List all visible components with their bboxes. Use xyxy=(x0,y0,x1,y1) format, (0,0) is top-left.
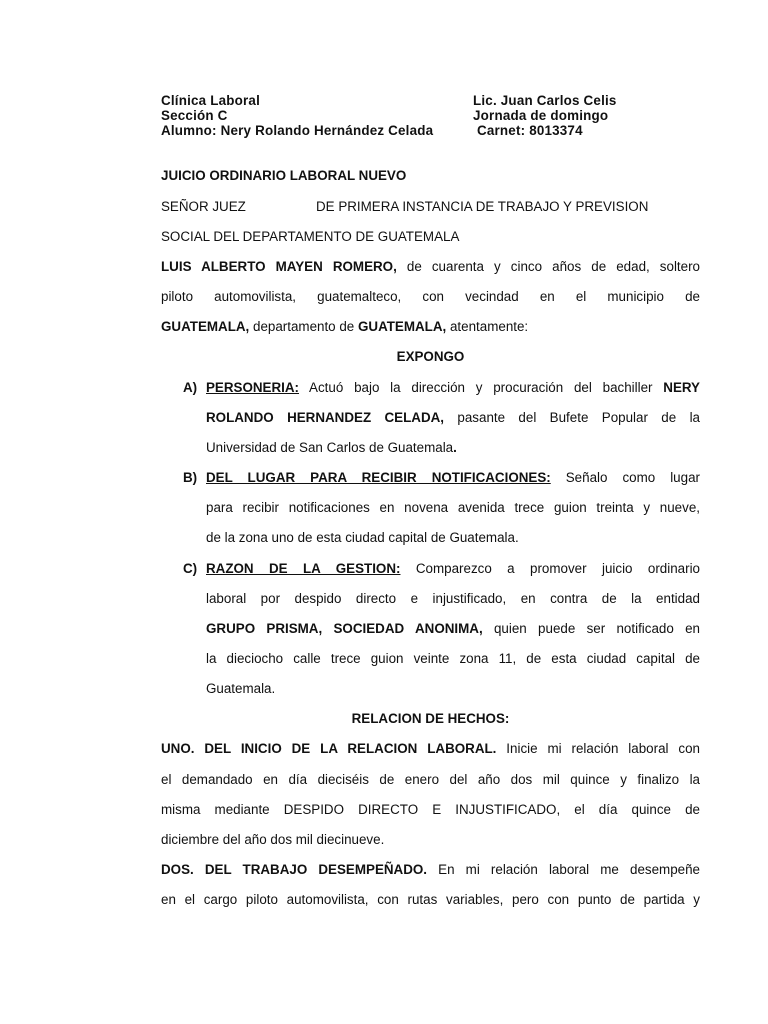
relacion-heading: RELACION DE HECHOS: xyxy=(351,711,510,726)
intro-line-2: piloto automovilista, guatemalteco, con vecindad en el municipio de xyxy=(161,289,700,304)
item-a-text-1: Actuó bajo la dirección y procuración del bachiller xyxy=(299,380,664,395)
dos-heading: DOS. DEL TRABAJO DESEMPEÑADO. xyxy=(161,862,428,877)
document-title: JUICIO ORDINARIO LABORAL NUEVO xyxy=(161,168,407,183)
item-a-bold-2: ROLANDO HERNANDEZ CELADA, xyxy=(206,410,445,425)
plaintiff-name: LUIS ALBERTO MAYEN ROMERO, xyxy=(161,259,397,274)
header-line-3 xyxy=(161,123,641,139)
item-b-marker: B) xyxy=(183,470,198,485)
dos-line-2: en el cargo piloto automovilista, con rutas variables, pero con punto de partida y xyxy=(161,892,700,907)
item-b-text-1: Señalo como lugar xyxy=(550,470,700,485)
item-c-line-5: Guatemala. xyxy=(206,681,276,696)
student-name: Alumno: Nery Rolando Hernández Celada xyxy=(161,123,434,138)
intro-line-1 xyxy=(161,259,700,275)
item-b-heading: DEL LUGAR PARA RECIBIR NOTIFICACIONES: xyxy=(206,470,551,485)
uno-heading: UNO. DEL INICIO DE LA RELACION LABORAL. xyxy=(161,741,497,756)
uno-line-2: el demandado en día dieciséis de enero del año dos mil quince y finalizo la xyxy=(161,772,700,787)
dos-line-1 xyxy=(161,862,700,878)
item-a-dot: . xyxy=(453,440,457,455)
defendant-name: GRUPO PRISMA, SOCIEDAD ANONIMA, xyxy=(206,621,483,636)
item-c-text-1: Comparezco a promover juicio ordinario xyxy=(400,561,700,576)
item-b-line-2: para recibir notificaciones en novena avenida trece guion treinta y nueve, xyxy=(206,500,700,515)
item-c-line-1 xyxy=(206,561,700,577)
uno-text-1: Inicie mi relación laboral con xyxy=(496,741,700,756)
uno-line-4: diciembre del año dos mil diecinueve. xyxy=(161,832,385,847)
item-a-text-3: Universidad de San Carlos de Guatemala xyxy=(206,440,454,455)
intro-text-1: de cuarenta y cinco años de edad, soltero xyxy=(396,259,700,274)
dos-text-1: En mi relación laboral me desempeñe xyxy=(427,862,700,877)
expongo-heading: EXPONGO xyxy=(396,349,465,364)
item-a-line-1 xyxy=(206,380,700,396)
item-b-line-1 xyxy=(206,470,700,486)
item-a-marker: A) xyxy=(183,380,198,395)
departamento: GUATEMALA, xyxy=(357,319,447,334)
item-a-heading: PERSONERIA: xyxy=(206,380,300,395)
address-line-1 xyxy=(161,199,700,215)
jornada: Jornada de domingo xyxy=(473,108,609,123)
item-c-marker: C) xyxy=(183,561,198,576)
item-c-heading: RAZON DE LA GESTION: xyxy=(206,561,401,576)
header-line-1 xyxy=(161,93,641,109)
intro-text-3: departamento de xyxy=(249,319,358,334)
item-b-line-3: de la zona uno de esta ciudad capital de Guatemala. xyxy=(206,530,519,545)
carnet: Carnet: 8013374 xyxy=(477,123,583,138)
item-a-line-2 xyxy=(206,410,700,426)
item-c-text-3: quien puede ser notificado en xyxy=(482,621,700,636)
item-a-line-3 xyxy=(206,440,700,456)
item-a-text-2: pasante del Bufete Popular de la xyxy=(444,410,700,425)
item-c-line-4: la dieciocho calle trece guion veinte zona 11, de esta ciudad capital de xyxy=(206,651,700,666)
address-line-2: SOCIAL DEL DEPARTAMENTO DE GUATEMALA xyxy=(161,229,460,244)
item-c-line-2: laboral por despido directo e injustificado, en contra de la entidad xyxy=(206,591,700,606)
intro-text-4: atentamente: xyxy=(446,319,529,334)
section-name: Sección C xyxy=(161,108,228,123)
uno-line-3: misma mediante DESPIDO DIRECTO E INJUSTIFICADO, el día quince de xyxy=(161,802,700,817)
address-judge: SEÑOR JUEZ xyxy=(161,199,246,214)
item-a-bold-1: NERY xyxy=(663,380,700,395)
course-name: Clínica Laboral xyxy=(161,93,260,108)
address-court: DE PRIMERA INSTANCIA DE TRABAJO Y PREVISION xyxy=(316,199,649,214)
header-line-2 xyxy=(161,108,641,124)
intro-line-3 xyxy=(161,319,700,335)
municipio: GUATEMALA, xyxy=(161,319,250,334)
uno-line-1 xyxy=(161,741,700,757)
item-c-line-3 xyxy=(206,621,700,637)
lic-name: Lic. Juan Carlos Celis xyxy=(473,93,617,108)
